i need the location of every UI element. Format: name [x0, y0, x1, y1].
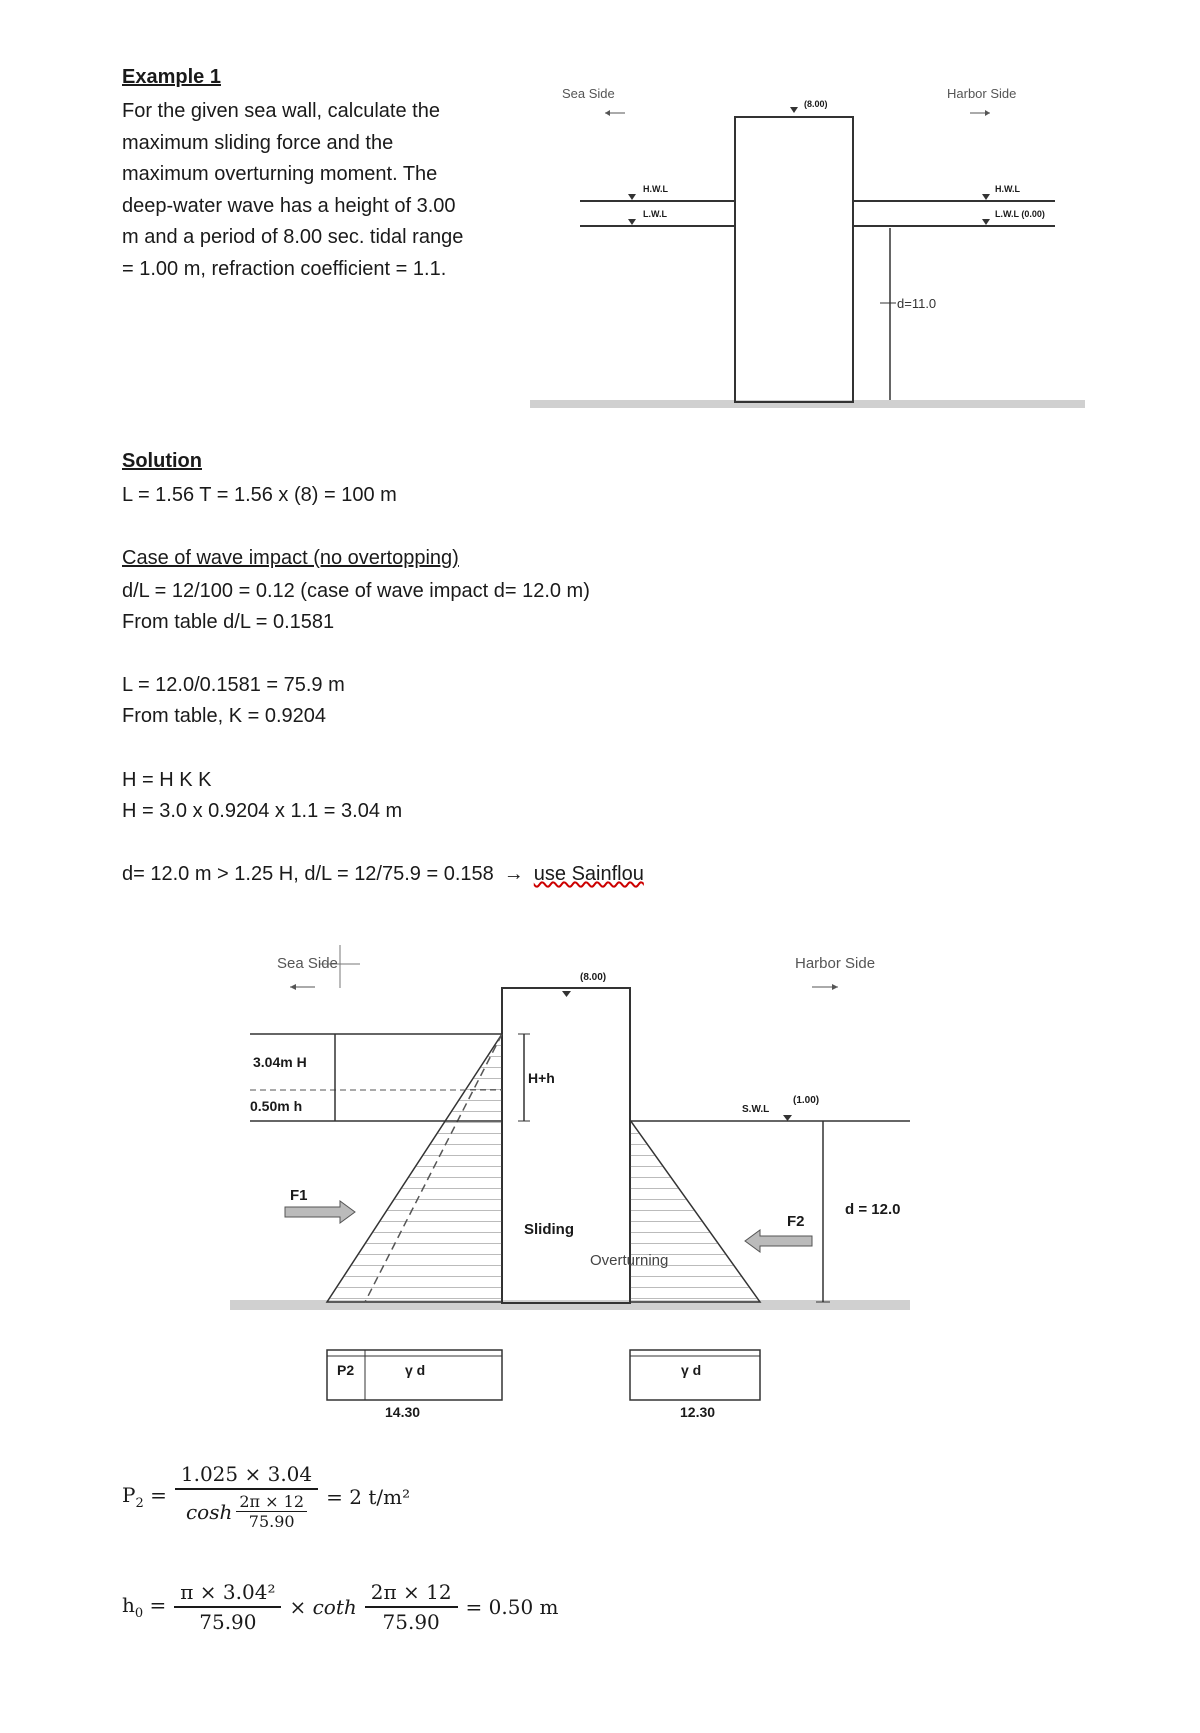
right-value-label: 12.30: [680, 1404, 716, 1420]
example-line: = 1.00 m, refraction coefficient = 1.1.: [122, 257, 447, 280]
l0-line: L = 1.56 T = 1.56 x (8) = 100 m: [122, 484, 397, 506]
h0-numerator-2: 2π × 12: [365, 1580, 458, 1608]
harbor-side-pressure-diagram: [630, 1120, 760, 1302]
h0-lhs: $h_0$ =: [122, 1593, 167, 1621]
hwl-right-label: H.W.L: [995, 184, 1020, 194]
l-line: L = 12.0/0.1581 = 75.9 m: [122, 674, 345, 696]
left-value-label: 14.30: [385, 1404, 421, 1420]
p2-denominator: [175, 1490, 318, 1531]
f2-label: F2: [787, 1213, 805, 1230]
example-line: m and a period of 8.00 sec. tidal range: [122, 226, 464, 248]
swl-label: S.W.L: [742, 1104, 770, 1115]
h-symbol: h: [122, 1593, 135, 1617]
p2-lhs: $P_2$ =: [122, 1482, 167, 1511]
use-sainflou: use Sainflou: [533, 863, 644, 885]
example-line: deep-water wave has a height of 3.00: [122, 194, 456, 217]
sliding-label: Sliding: [524, 1221, 574, 1238]
h-formula: H = H K K: [122, 769, 212, 791]
h0-denominator-2: 75.90: [382, 1610, 440, 1634]
lwl-left-label: L.W.L: [643, 209, 667, 219]
h0-numerator: π × 3.04²: [174, 1580, 281, 1608]
h0-fraction-2: [365, 1580, 458, 1634]
arrow-icon: →: [503, 863, 524, 885]
p2-result: = 2 t/m²: [326, 1484, 411, 1509]
h0-fraction-1: [174, 1580, 281, 1634]
h0-denominator: 75.90: [199, 1610, 257, 1634]
h0-result: = 0.50 m: [465, 1595, 559, 1619]
p2-equation: [122, 1462, 410, 1531]
overturning-label: Overturning: [590, 1252, 669, 1269]
f1-label: F1: [290, 1187, 308, 1204]
level-marker-icon: [783, 1115, 792, 1121]
cosh-fn: cosh: [185, 1499, 233, 1524]
gamma-d-right-label: γ d: [681, 1362, 702, 1378]
harbor-side-label-2: Harbor Side: [795, 955, 876, 972]
top-level-label: (8.00): [804, 99, 828, 109]
cosh-arg-den: 75.90: [248, 1512, 295, 1531]
hwl-left-label: H.W.L: [643, 184, 668, 194]
h-value: H = 3.0 x 0.9204 x 1.1 = 3.04 m: [122, 800, 403, 822]
depth-label-2: d = 12.0: [845, 1201, 901, 1218]
example-heading: Example 1: [122, 66, 221, 88]
f2-arrow-icon: [745, 1230, 812, 1252]
coth-fn: × coth: [289, 1595, 357, 1619]
h0-equation: [122, 1580, 559, 1634]
level-marker-icon: [562, 991, 571, 997]
p2-numerator: 1.025 × 3.04: [175, 1462, 318, 1490]
harbor-side-label: Harbor Side: [947, 86, 1017, 101]
f1-arrow-icon: [285, 1201, 355, 1223]
sea-side-pressure-diagram: [327, 1034, 502, 1302]
solution-heading: Solution: [122, 450, 202, 472]
case-heading: Case of wave impact (no overtopping): [122, 547, 459, 569]
example-line: For the given sea wall, calculate the: [122, 100, 440, 122]
ks-line: From table, K = 0.9204: [122, 705, 327, 727]
sea-side-label: Sea Side: [562, 86, 615, 101]
example-line: maximum sliding force and the: [122, 131, 394, 154]
swl-level-label: (1.00): [793, 1095, 820, 1106]
top-level-label-2: (8.00): [580, 972, 607, 983]
cosh-argument: [236, 1492, 307, 1531]
lwl-right-label: L.W.L (0.00): [995, 209, 1045, 219]
depth-label: d=11.0: [897, 296, 937, 311]
h0-dimension-label: 0.50m h: [250, 1098, 303, 1114]
p-symbol: P: [122, 1482, 136, 1507]
d-line: d= 12.0 m > 1.25 H, d/L = 12/75.9 = 0.158: [122, 863, 494, 885]
h-plus-h0-label: H+h: [528, 1070, 555, 1086]
sea-side-label-2: Sea Side: [277, 955, 338, 972]
case-line-2: From table d/L = 0.1581: [122, 611, 335, 633]
h-dimension-label: 3.04m H: [253, 1054, 307, 1070]
p2-fraction: [175, 1462, 318, 1531]
gamma-d-left-label: γ d: [405, 1362, 426, 1378]
cosh-arg-num: 2π × 12: [236, 1492, 307, 1512]
p2-label: P2: [337, 1362, 355, 1378]
example-line: maximum overturning moment. The: [122, 163, 438, 185]
case-line-1: d/L = 12/100 = 0.12 (case of wave impact d= 12.0 m): [122, 580, 590, 602]
